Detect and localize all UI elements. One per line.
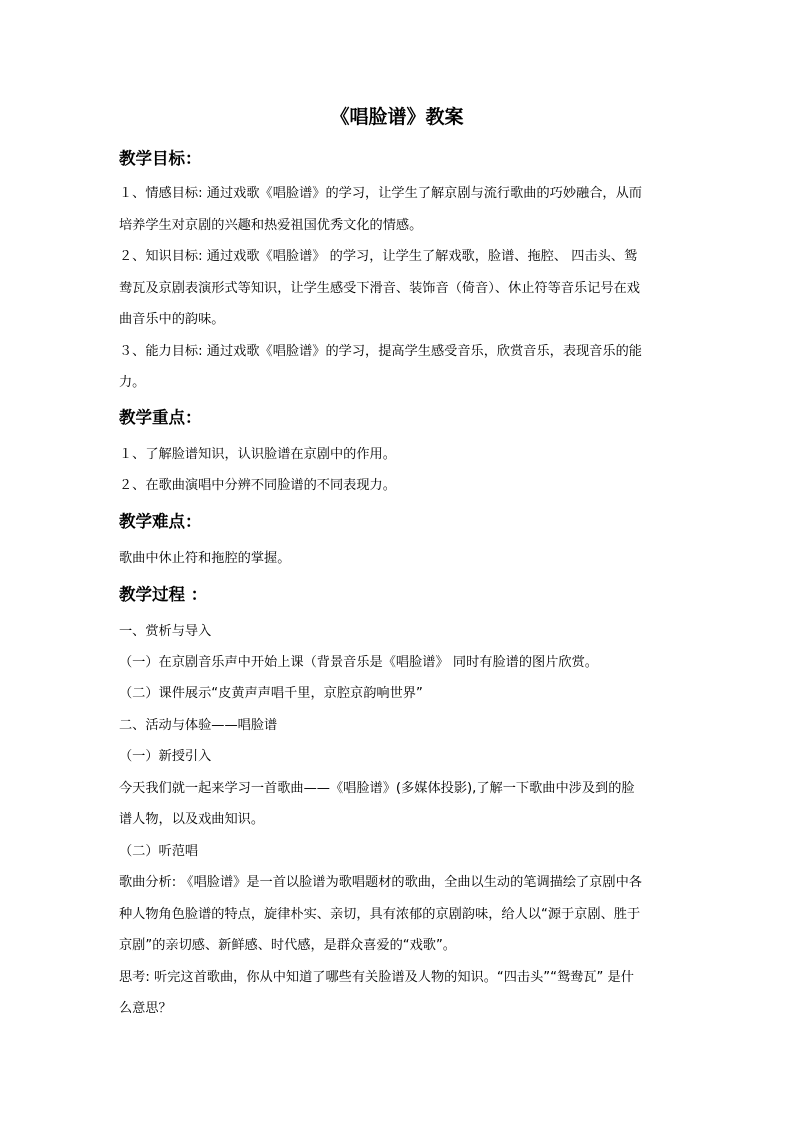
key-line: １、了解脸谱知识，认识脸谱在京剧中的作用。: [119, 447, 396, 462]
process-line: 思考: 听完这首歌曲，你从中知道了哪些有关脸谱及人物的知识。“四击头”“鸳鸯瓦” 是什: [119, 970, 634, 985]
key-heading: 教学重点：: [119, 408, 202, 427]
process-line: 京剧”的亲切感、新鲜感、时代感，是群众喜爱的“戏歌”。: [119, 938, 456, 953]
process-line: （二）听范唱: [119, 844, 199, 859]
goals-heading: 教学目标：: [119, 149, 202, 168]
goals-line: 力。: [119, 375, 146, 390]
process-line: 么意思？: [119, 1001, 172, 1016]
process-line: 今天我们就一起来学习一首歌曲——《唱脸谱》(多媒体投影),了解一下歌曲中涉及到的脸: [119, 781, 635, 796]
process-line: 一、赏析与导入: [119, 624, 212, 639]
key-line: ２、在歌曲演唱中分辨不同脸谱的不同表现力。: [119, 478, 396, 493]
goals-line: １、情感目标: 通过戏歌《唱脸谱》的学习，让学生了解京剧与流行歌曲的巧妙融合，从而: [119, 186, 642, 201]
process-line: （二）课件展示“皮黄声声唱千里，京腔京韵响世界”: [119, 686, 423, 701]
process-line: 二、活动与体验——唱脸谱: [119, 718, 278, 733]
goals-line: 曲音乐中的韵味。: [119, 312, 225, 327]
document-title: 《唱脸谱》教案: [330, 106, 464, 128]
goals-line: 鸯瓦及京剧表演形式等知识，让学生感受下滑音、装饰音（倚音）、休止符等音乐记号在戏: [119, 281, 640, 296]
goals-line: ３、能力目标: 通过戏歌《唱脸谱》的学习，提高学生感受音乐，欣赏音乐，表现音乐的能: [119, 344, 642, 359]
difficulty-line: 歌曲中休止符和拖腔的掌握。: [119, 551, 291, 566]
process-line: 种人物角色脸谱的特点，旋律朴实、亲切，具有浓郁的京剧韵味，给人以“源于京剧、胜于: [119, 907, 641, 922]
process-line: 谱人物，以及戏曲知识。: [119, 812, 265, 827]
goals-line: ２、知识目标: 通过戏歌《唱脸谱》 的学习，让学生了解戏歌，脸谱、拖腔、 四击头、鸳: [119, 249, 638, 264]
process-heading: 教学过程 ：: [119, 585, 208, 604]
difficulty-heading: 教学难点：: [119, 512, 202, 531]
process-line: （一）新授引入: [119, 749, 212, 764]
process-line: 歌曲分析: 《唱脸谱》是一首以脸谱为歌唱题材的歌曲，全曲以生动的笔调描绘了京剧中各: [119, 875, 642, 890]
process-line: （一）在京剧音乐声中开始上课（背景音乐是《唱脸谱》 同时有脸谱的图片欣赏。: [119, 655, 598, 670]
goals-line: 培养学生对京剧的兴趣和热爱祖国优秀文化的情感。: [119, 218, 423, 233]
